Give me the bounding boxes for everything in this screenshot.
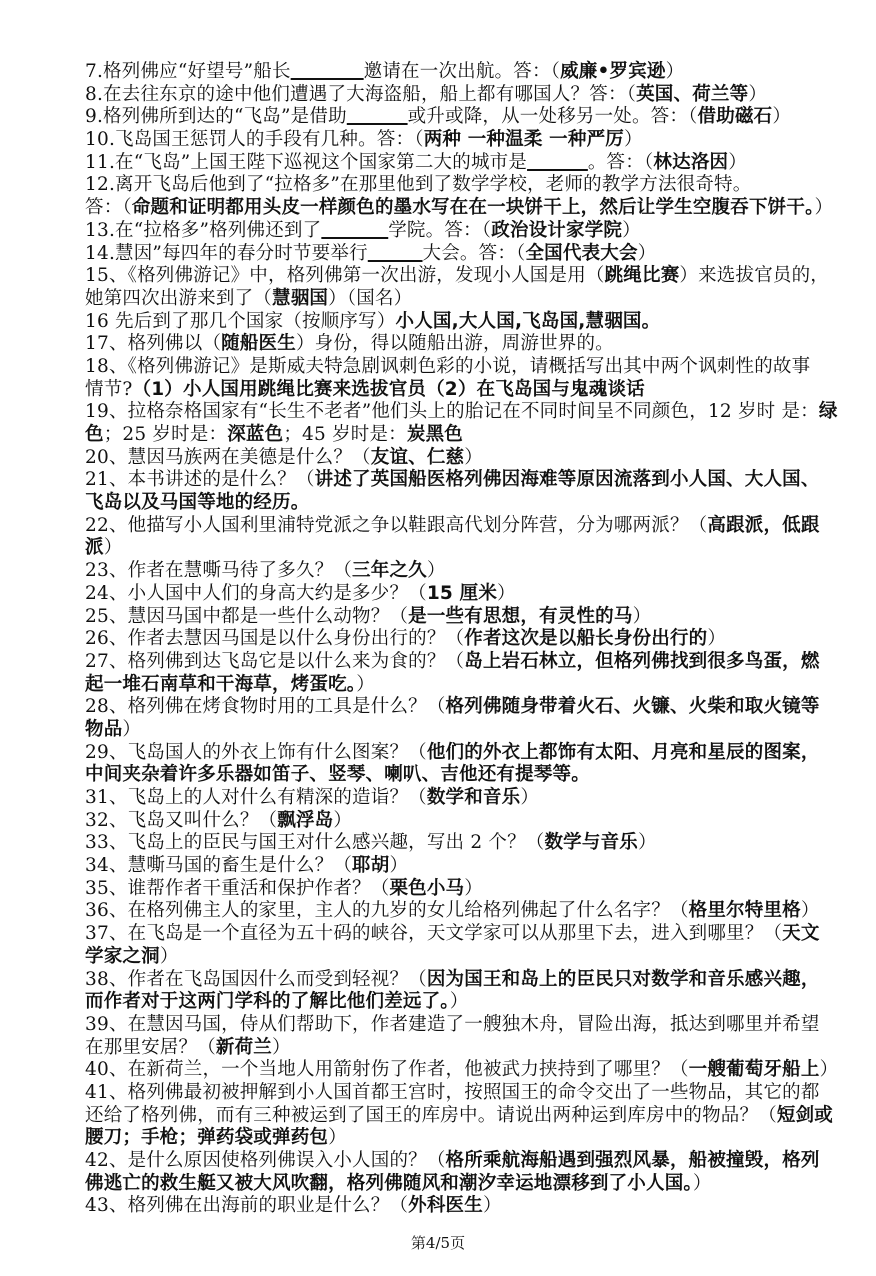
question-text: ） [497,582,516,604]
answer-text: 随船医生 [221,333,296,355]
question-text: ） [103,537,123,559]
answer-text: 栗色小马 [389,877,465,899]
question-text: 10.飞岛国王惩罚人的手段有几种。答：（ [85,129,424,151]
question-text: 42、是什么原因使格列佛误入小人国的？（ [85,1150,446,1171]
answer-text: 岛上岩石林立，但格列佛找到很多鸟蛋，燃 [464,650,820,672]
answer-text: 而作者对于这两门学科的了解比他们差远了。 [85,991,450,1013]
text-line [85,991,785,1014]
text-line [85,311,785,334]
text-line [85,674,785,697]
question-text: 18、《格列佛游记》是斯威夫特急剧讽刺色彩的小说，请概括写出其中两个讽刺性的故事 [85,355,811,377]
text-line [85,1104,834,1128]
question-text: 14.慧因”每四年的春分时节要举行 [85,242,368,264]
answer-text: 起一堆石南草和干海草，烤蛋吃。 [85,673,357,695]
question-text: 27、格列佛到达飞岛它是以什么来为食的？（ [85,650,465,672]
text-line [85,106,792,129]
question-text: ） [707,628,727,650]
text-line [85,333,785,356]
question-text: 学院。答：（ [388,219,492,241]
text-line [85,764,785,787]
question-text: 26、作者去慧因马国是以什么身份出行的？（ [85,628,465,650]
question-text: 38、作者在飞岛国因什么而受到轻视？（ [85,968,427,990]
question-text: 31、飞岛上的人对什么有精深的造诣？（ [85,787,427,808]
text-line [85,61,785,84]
answer-text: 友谊、仁慈 [370,446,465,468]
question-text: 16 先后到了那几个国家（按顺序写） [85,310,396,332]
question-text: ） [159,945,179,967]
question-text: ）（国名） [328,287,413,309]
answer-text: （1）小人国用跳绳比赛来选拔官员（2）在飞岛国与鬼魂谈话 [132,378,645,400]
question-text: ） [272,1036,291,1058]
answer-text: 林达洛因 [653,151,729,173]
text-line [85,968,820,992]
question-text: ；25 岁时是： [103,424,228,445]
question-text: ） [333,809,353,831]
text-line [85,1013,820,1037]
question-text: 36、在格列佛主人的家里，主人的九岁的女儿给格列佛起了什么名字？（ [85,900,689,922]
answer-text: 天文 [782,923,820,945]
question-text: ） [692,1172,712,1194]
text-line [85,469,820,492]
question-text: ） [632,605,652,627]
fill-in-blank [368,243,423,264]
question-text: 40、在新荷兰，一个当地人用箭射伤了作者，他被武力挟持到了哪里？（ [85,1059,689,1081]
question-text: ） [638,832,657,854]
question-text: 情节? [85,378,133,400]
question-text: ） [819,1059,839,1081]
text-line [85,537,785,560]
text-line [85,424,785,447]
question-text: ） [449,991,469,1013]
page-number: 第4/5页 [410,1234,466,1252]
question-text: 34、慧嘶马国的畜生是什么？（ [85,855,353,877]
answer-text: 数学和音乐 [426,787,521,808]
question-text: 。答：（ [587,151,654,173]
text-line [85,265,830,288]
answer-text: 15 厘米 [426,582,498,604]
text-line [85,923,820,946]
answer-text: 讲述了英国船医格列佛因海难等原因流落到小人国、大人国、 [314,469,820,491]
text-line [85,1195,785,1218]
answer-text: 他们的外衣上都饰有太阳、月亮和星辰的图案， [426,741,820,763]
answer-text: 炭黑色 [406,424,463,445]
answer-text: 格列佛随身带着火石、火镰、火柴和取火镜等 [445,696,820,718]
question-text: 20、慧因马族两在美德是什么？（ [85,446,371,468]
question-text: ） [800,900,820,922]
answer-text: 佛逃亡的救生艇又被大风吹翻，格列佛随风和潮汐幸运地漂移到了小人国。 [85,1172,693,1194]
text-line [85,84,785,107]
question-text: ） [328,1127,347,1149]
answer-text: 新荷兰 [215,1036,273,1058]
text-line [85,560,785,583]
question-text: ） [356,673,375,695]
answer-text: 色 [85,424,104,445]
text-line [85,787,785,810]
answer-text: 全国代表大会 [525,242,638,264]
text-line [85,741,820,765]
text-line [85,1173,785,1196]
answer-text: 一艘葡萄牙船上 [688,1059,820,1081]
answer-text: 格里尔特里格 [688,900,801,922]
answer-text: 作者这次是以船长身份出行的 [464,628,708,650]
question-text: 41、格列佛最初被押解到小人国首都王宫时，按照国王的命令交出了一些物品，其它的都 [85,1081,820,1103]
text-line [85,174,785,197]
text-line [85,401,838,424]
answer-text: 深蓝色 [227,424,284,445]
question-text: ） [464,877,483,899]
answer-text: 耶胡 [352,855,390,877]
question-text: ） [426,560,446,582]
answer-text: 高跟派，低跟 [707,514,820,536]
answer-text: 是一些有思想，有灵性的马 [408,605,633,627]
answer-text: 腰刀；手枪；弹药袋或弹药包 [85,1127,329,1149]
question-text: ） [122,718,142,740]
question-text: 8.在去往东京的途中他们遭遇了大海盗船，船上都有哪国人？答：（ [85,83,637,105]
text-line [85,514,820,538]
answer-text: 英国、荷兰等 [636,83,749,105]
answer-text: 借助磁石 [697,106,773,128]
answer-text: 政治设计家学院 [491,219,623,241]
answer-text: 因为国王和岛上的臣民只对数学和音乐感兴趣， [426,968,820,990]
question-text: 32、飞岛又叫什么？（ [85,809,278,831]
question-text: 33、飞岛上的臣民与国王对什么感兴趣，写出 2 个？（ [85,832,545,854]
question-text: 12.离开飞岛后他到了“拉格多”在那里他到了数学学校，老师的教学方法很奇特。 [85,174,752,196]
question-text: 17、格列佛以（ [85,333,222,355]
text-line [85,355,811,379]
question-text: 11.在“飞岛”上国王陛下巡视这个国家第二大的城市是 [85,151,528,173]
question-text: ；45 岁时是： [283,424,407,445]
question-text: 她第四次出游来到了（ [85,287,273,309]
question-text: 43、格列佛在出海前的职业是什么？（ [85,1195,409,1217]
question-text: 37、在飞岛是一个直径为五十码的峡谷，天文学家可以从那里下去，进入到哪里？（ [85,923,783,945]
answer-text: 小人国,大人国,飞岛国,慧骃国。 [395,310,661,332]
answer-text: 两种 一种温柔 一种严厉 [423,129,624,151]
text-line [85,606,785,629]
answer-text: 命题和证明都用头皮一样颜色的墨水写在在一块饼干上，然后让学生空腹吞下饼干。 [131,197,815,219]
text-line [85,492,785,515]
text-line [85,1150,820,1173]
text-line [85,628,785,651]
question-text: 19、拉格奈格国家有“长生不老者”他们头上的胎记在不同时间呈不同颜色，12 岁时 是： [85,401,819,423]
question-text: 9.格列佛所到达的“飞岛”是借助 [85,106,347,128]
question-text: ） [482,1195,502,1217]
question-text: ） [814,197,834,219]
text-line [85,1059,839,1082]
question-text: 或升或降，从一处移另一处。答：（ [407,106,698,128]
text-line [85,447,785,470]
question-text: ） [623,129,643,151]
question-text: 15、《格列佛游记》中，格列佛第一次出游，发现小人国是用（ [85,265,605,287]
question-text: 13.在“拉格多”格列佛还到了 [85,219,322,241]
fill-in-blank [321,220,388,241]
question-text: 大会。答：（ [422,242,526,264]
answer-text: 学家之洞 [85,945,160,967]
answer-text: 跳绳比赛 [604,265,680,287]
question-text: 29、飞岛国人的外衣上饰有什么图案？（ [85,741,427,763]
text-line [85,220,785,243]
question-text: 22、他描写小人国利里浦特党派之争以鞋跟高代划分阵营，分为哪两派？（ [85,514,708,536]
question-text: ）身份，得以随船出游，周游世界的。 [295,333,614,355]
question-text: 35、谁帮作者干重活和保护作者？（ [85,877,390,899]
answer-text: 中间夹杂着许多乐器如笛子、竖琴、喇叭、吉他还有提琴等。 [85,764,590,786]
question-text: ） [728,151,747,173]
text-line [85,1081,820,1105]
question-text: ）来选拔官员的， [679,265,830,287]
fill-in-blank [291,61,364,82]
question-text: 邀请在一次出航。答：（ [363,61,561,82]
answer-text: 飘浮岛 [277,809,334,831]
answer-text: 数学与音乐 [544,832,638,854]
text-line [85,583,785,606]
question-text: ） [464,446,483,468]
text-line [85,878,785,901]
question-text: 还给了格列佛，而有三种被运到了国王的库房中。请说出两种运到库房中的物品？（ [85,1104,777,1126]
question-text: 39、在慧因马国，侍从们帮助下，作者建造了一艘独木舟，冒险出海，抵达到哪里并希望 [85,1013,820,1035]
text-line [85,1037,785,1060]
question-text: ） [772,106,792,128]
question-text: ） [637,242,657,264]
fill-in-blank [527,152,588,173]
text-line [85,946,785,969]
question-text: ） [389,855,409,877]
text-line [85,810,785,833]
text-line [85,719,785,742]
answer-text: 物品 [85,718,123,740]
text-line [85,832,785,855]
answer-text: 慧骃国 [272,287,329,309]
answer-text: 派 [85,537,104,559]
question-text: 答：（ [85,197,132,219]
question-text: ） [665,61,685,82]
answer-text: 绿 [818,401,838,423]
text-line [85,379,785,402]
document-body [85,61,839,1218]
answer-text: 三年之久 [352,560,427,582]
text-line [85,1127,785,1150]
text-line [85,650,820,674]
text-line [85,855,785,878]
question-text: ） [622,219,641,241]
answer-text: 威廉•罗宾逊 [560,61,666,82]
question-text: 23、作者在慧嘶马待了多久？（ [85,560,353,582]
answer-text: 飞岛以及马国等地的经历。 [85,492,310,514]
answer-text: 外科医生 [408,1195,483,1217]
answer-text: 格所乘航海船遇到强烈风暴，船被撞毁，格列 [445,1150,820,1171]
text-line [85,197,834,220]
fill-in-blank [347,106,408,127]
question-text: 21、本书讲述的是什么？（ [85,469,315,491]
question-text: 在那里安居？（ [85,1036,216,1058]
question-text: 28、格列佛在烤食物时用的工具是什么？（ [85,696,446,718]
text-line [85,152,785,175]
text-line [85,900,820,923]
question-text: 25、慧因马国中都是一些什么动物？（ [85,605,409,627]
text-line [85,696,820,719]
text-line [85,288,785,311]
text-line [85,129,785,152]
answer-text: 短剑或 [776,1104,834,1126]
question-text: ） [748,83,768,105]
question-text: 7.格列佛应“好望号”船长 [85,61,291,82]
question-text: ） [520,787,540,808]
question-text: 24、小人国中人们的身高大约是多少？（ [85,582,427,604]
text-line [85,243,785,266]
